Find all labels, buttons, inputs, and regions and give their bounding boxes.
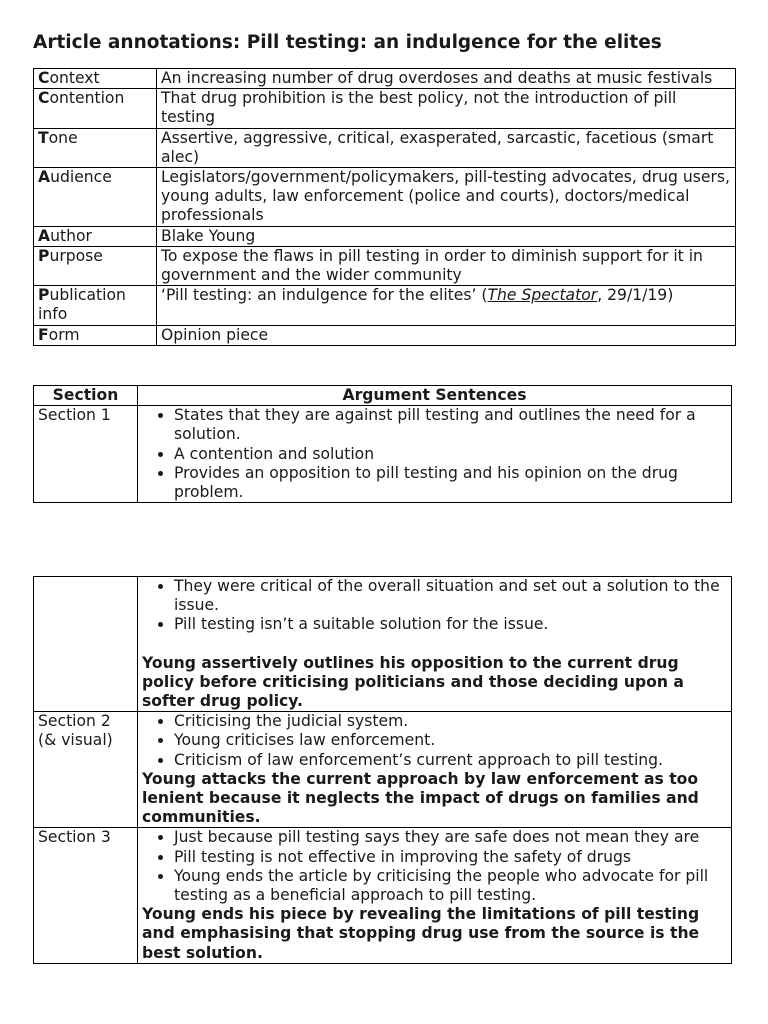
table-row [34, 577, 732, 712]
column-header-section: Section [34, 386, 138, 406]
table-row [34, 168, 736, 227]
list-item: • A contention and solution [174, 445, 727, 464]
list-item: • States that they are against pill testing and outlines the need for a solution. [174, 406, 727, 444]
list-item: • Young criticises law enforcement. [174, 731, 727, 750]
label-initial: C [38, 69, 50, 87]
list-item: • Pill testing is not effective in improving the safety of drugs [174, 848, 727, 867]
bullet-list [142, 828, 727, 905]
table-row [34, 712, 732, 828]
page-title: Article annotations: Pill testing: an indulgence for the elites [33, 32, 662, 53]
label-initial: A [38, 168, 51, 187]
table-row [34, 89, 736, 128]
row-value: That drug prohibition is the best policy, not the introduction of pill testing [157, 89, 736, 128]
section-label: Section 3 [34, 828, 138, 963]
label-rest: ontext [49, 69, 100, 87]
argument-cell [138, 712, 732, 828]
label-initial: P [38, 246, 50, 265]
argument-table [33, 385, 732, 503]
bullet-list [142, 712, 727, 770]
argument-cell [138, 828, 732, 963]
table-row [34, 325, 736, 345]
row-value: To expose the flaws in pill testing in order to diminish support for it in government and the wider community [157, 246, 736, 285]
bullet-list [142, 406, 727, 502]
label-rest: one [48, 128, 78, 147]
table-row [34, 286, 736, 325]
label-initial: F [38, 325, 49, 344]
row-value: Opinion piece [157, 325, 736, 345]
publication-date: , 29/1/19) [597, 286, 674, 305]
row-label [34, 89, 157, 128]
table-header-row [34, 386, 732, 406]
spacer [142, 635, 727, 654]
row-value: Legislators/government/policymakers, pill-testing advocates, drug users, young adults, law enforcement (police and courts), doctors/medical professionals [157, 168, 736, 227]
table-row [34, 226, 736, 246]
row-value: An increasing number of drug overdoses and deaths at music festivals [157, 69, 736, 89]
column-header-arguments: Argument Sentences [138, 386, 732, 406]
label-initial: A [38, 226, 51, 245]
row-label [34, 69, 157, 89]
table-row [34, 828, 732, 963]
label-rest: ublication info [38, 286, 126, 324]
table-row [34, 128, 736, 167]
argument-cell [138, 577, 732, 712]
argument-cell [138, 406, 732, 503]
row-value [157, 286, 736, 325]
list-item: • Young ends the article by criticising the people who advocate for pill testing as a beneficial approach to pill testing. [174, 867, 727, 905]
section-summary: Young ends his piece by revealing the limitations of pill testing and emphasising that stopping drug use from the source is the best solution. [142, 905, 700, 962]
row-label [34, 168, 157, 227]
label-initial: C [38, 89, 50, 108]
list-item: • Criticising the judicial system. [174, 712, 727, 731]
label-rest: orm [48, 325, 80, 344]
table-row [34, 246, 736, 285]
argument-table-continued [33, 576, 732, 964]
label-initial: P [38, 286, 50, 305]
list-item: • They were critical of the overall situation and set out a solution to the issue. [174, 577, 727, 615]
publication-name: The Spectator [487, 286, 598, 305]
label-rest: uthor [50, 226, 92, 245]
section-label-empty [34, 577, 138, 712]
section-summary: Young assertively outlines his opposition to the current drug policy before criticising politicians and those deciding upon a softer drug policy. [142, 653, 684, 711]
bullet-list [142, 577, 727, 635]
section-summary: Young attacks the current approach by law enforcement as too lenient because it neglects the impact of drugs on families and communities. [142, 769, 699, 827]
list-item: • Just because pill testing says they are safe does not mean they are [174, 828, 727, 847]
row-label [34, 226, 157, 246]
row-label [34, 128, 157, 167]
list-item: • Criticism of law enforcement’s current approach to pill testing. [174, 751, 727, 770]
cteapaf-table [33, 68, 736, 346]
label-rest: udience [50, 168, 112, 187]
list-item: • Provides an opposition to pill testing and his opinion on the drug problem. [174, 464, 727, 502]
row-value: Blake Young [157, 226, 736, 246]
publication-text: ‘Pill testing: an indulgence for the elites’ ( [161, 286, 488, 305]
label-initial: T [38, 128, 49, 147]
section-label: Section 2 (& visual) [34, 712, 138, 828]
table-row [34, 406, 732, 503]
row-label [34, 325, 157, 345]
row-label [34, 286, 157, 325]
list-item: • Pill testing isn’t a suitable solution for the issue. [174, 615, 727, 634]
row-value: Assertive, aggressive, critical, exasperated, sarcastic, facetious (smart alec) [157, 128, 736, 167]
table-row [34, 69, 736, 89]
label-rest: ontention [49, 89, 125, 108]
section-label: Section 1 [34, 406, 138, 503]
row-label [34, 246, 157, 285]
label-rest: urpose [49, 246, 103, 265]
